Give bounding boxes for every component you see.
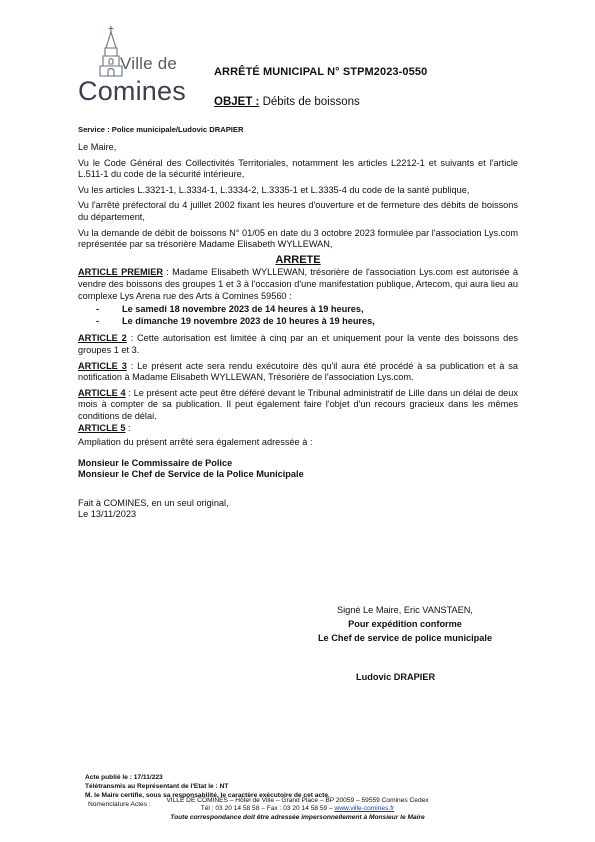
logo-line-ville: Ville de [120, 54, 178, 73]
executory-certification: M. le Maire certifie, sous sa responsabilité, le caractère exécutoire de cet acte. [85, 792, 330, 799]
city-logo [78, 26, 198, 108]
teletransmission: Télétransmis au Représentant de l'Etat le : NT [85, 783, 229, 790]
visa-2: Vu les articles L.3321-1, L.3334-1, L.3334-2, L.3335-1 et L.3335-4 du code de la santé publique, [78, 184, 470, 195]
list-item: - Le samedi 18 novembre 2023 de 14 heures à 19 heures, [96, 304, 364, 315]
event-dates-list [78, 304, 518, 327]
decree-subject [214, 96, 360, 108]
article-5-label: ARTICLE 5 [78, 423, 126, 434]
article-1-text: : Madame Elisabeth WYLLEWAN, trésorière de l'association Lys.com est autorisée à vendre des boissons des groupes 1 et 3 à l'occasion d'une manifestation publique, Artecom, qui aura lieu au complexe Lys Arena rue des Arts à Comines 59560 : [78, 267, 518, 301]
fait-date: Le 13/11/2023 [78, 509, 137, 520]
footer-phone: Tél : 03 20 14 58 58 – Fax : 03 20 14 58 59 – [200, 805, 335, 813]
article-4 [78, 388, 518, 423]
visa-3: Vu l'arrêté préfectoral du 4 juillet 2002 fixant les heures d'ouverture et de fermeture des débits de boissons du département, [78, 200, 518, 222]
signature-block [290, 603, 520, 645]
article-5-text: : [125, 423, 131, 434]
website-link[interactable]: www.ville-comines.fr [334, 805, 395, 813]
visa-4: Vu la demande de débit de boissons N° 01/05 en date du 3 octobre 2023 formulée par l'association Lys.com représentée par sa trésorière Madame Elisabeth WYLLEWAN, [78, 227, 518, 250]
list-item: - Le dimanche 19 novembre 2023 de 10 heures à 19 heures, [96, 315, 375, 326]
signature-conforme: Pour expédition conforme [348, 619, 462, 629]
signature-chief: Le Chef de service de police municipale [317, 633, 493, 643]
event-date-2: Le dimanche 19 novembre 2023 de 10 heures à 19 heures, [122, 315, 375, 326]
article-4-label: ARTICLE 4 [78, 387, 126, 398]
article-3-text: : Le présent acte sera rendu exécutoire dès qu'il aura été procédé à sa publication et à sa notification à Madame Elisabeth WYLLEWAN, Trésorière de l'association Lys.com. [78, 360, 518, 383]
arrete-heading: ARRETE [275, 253, 321, 266]
signature-mayor: Signé Le Maire, Eric VANSTAEN, [337, 605, 473, 615]
article-3 [78, 361, 518, 384]
article-4-text: : Le présent acte peut être déféré devant le Tribunal administratif de Lille dans un délai de deux mois à compter de sa publication. Il peut également faire l'objet d'un recours gracieux dans les mêmes conditions de délai. [78, 387, 518, 421]
article-2 [78, 333, 518, 356]
greeting: Le Maire, [78, 142, 117, 152]
recipient-1: Monsieur le Commissaire de Police [78, 457, 233, 468]
article-2-text: : Cette autorisation est limitée à cinq par an et uniquement pour la vente des boissons des groupes 1 et 3. [78, 333, 518, 355]
article-2-label: ARTICLE 2 [78, 333, 127, 344]
article-3-label: ARTICLE 3 [78, 360, 127, 371]
fait-a: Fait à COMINES, en un seul original, [78, 497, 229, 508]
signer-name: Ludovic DRAPIER [356, 672, 436, 682]
recipient-2: Monsieur le Chef de Service de la Police Municipale [78, 469, 304, 480]
footer-contact [0, 805, 595, 813]
subject-text: Débits de boissons [259, 96, 360, 108]
visa-1: Vu le Code Général des Collectivités Territoriales, notamment les articles L2212-1 et suivants et l'article L.511-1 du code de la sécurité intérieure, [78, 157, 518, 180]
ampliation: Ampliation du présent arrêté sera également adressée à : [78, 437, 313, 448]
article-5 [78, 423, 518, 435]
footer-address: VILLE DE COMINES – Hôtel de Ville – Grand Place – BP 20059 – 59559 Comines Cedex [166, 797, 429, 804]
subject-label: OBJET : [214, 96, 260, 108]
page-footer [0, 797, 595, 822]
nomenclature: Nomenclature Actes : [88, 801, 151, 808]
event-date-1: Le samedi 18 novembre 2023 de 14 heures à 19 heures, [122, 304, 364, 315]
footer-note: Toute correspondance doit être adressée impersonnellement à Monsieur le Maire [170, 813, 425, 821]
logo-line-comines: Comines [78, 76, 186, 106]
decree-title: ARRÊTÉ MUNICIPAL N° STPM2023-0550 [214, 66, 428, 78]
article-1 [78, 267, 518, 302]
published-date: Acte publié le : 17/11/223 [85, 774, 163, 781]
service-line: Service : Police municipale/Ludovic DRAPIER [78, 125, 244, 134]
decree-body [78, 142, 518, 521]
article-1-label: ARTICLE PREMIER [78, 267, 163, 278]
